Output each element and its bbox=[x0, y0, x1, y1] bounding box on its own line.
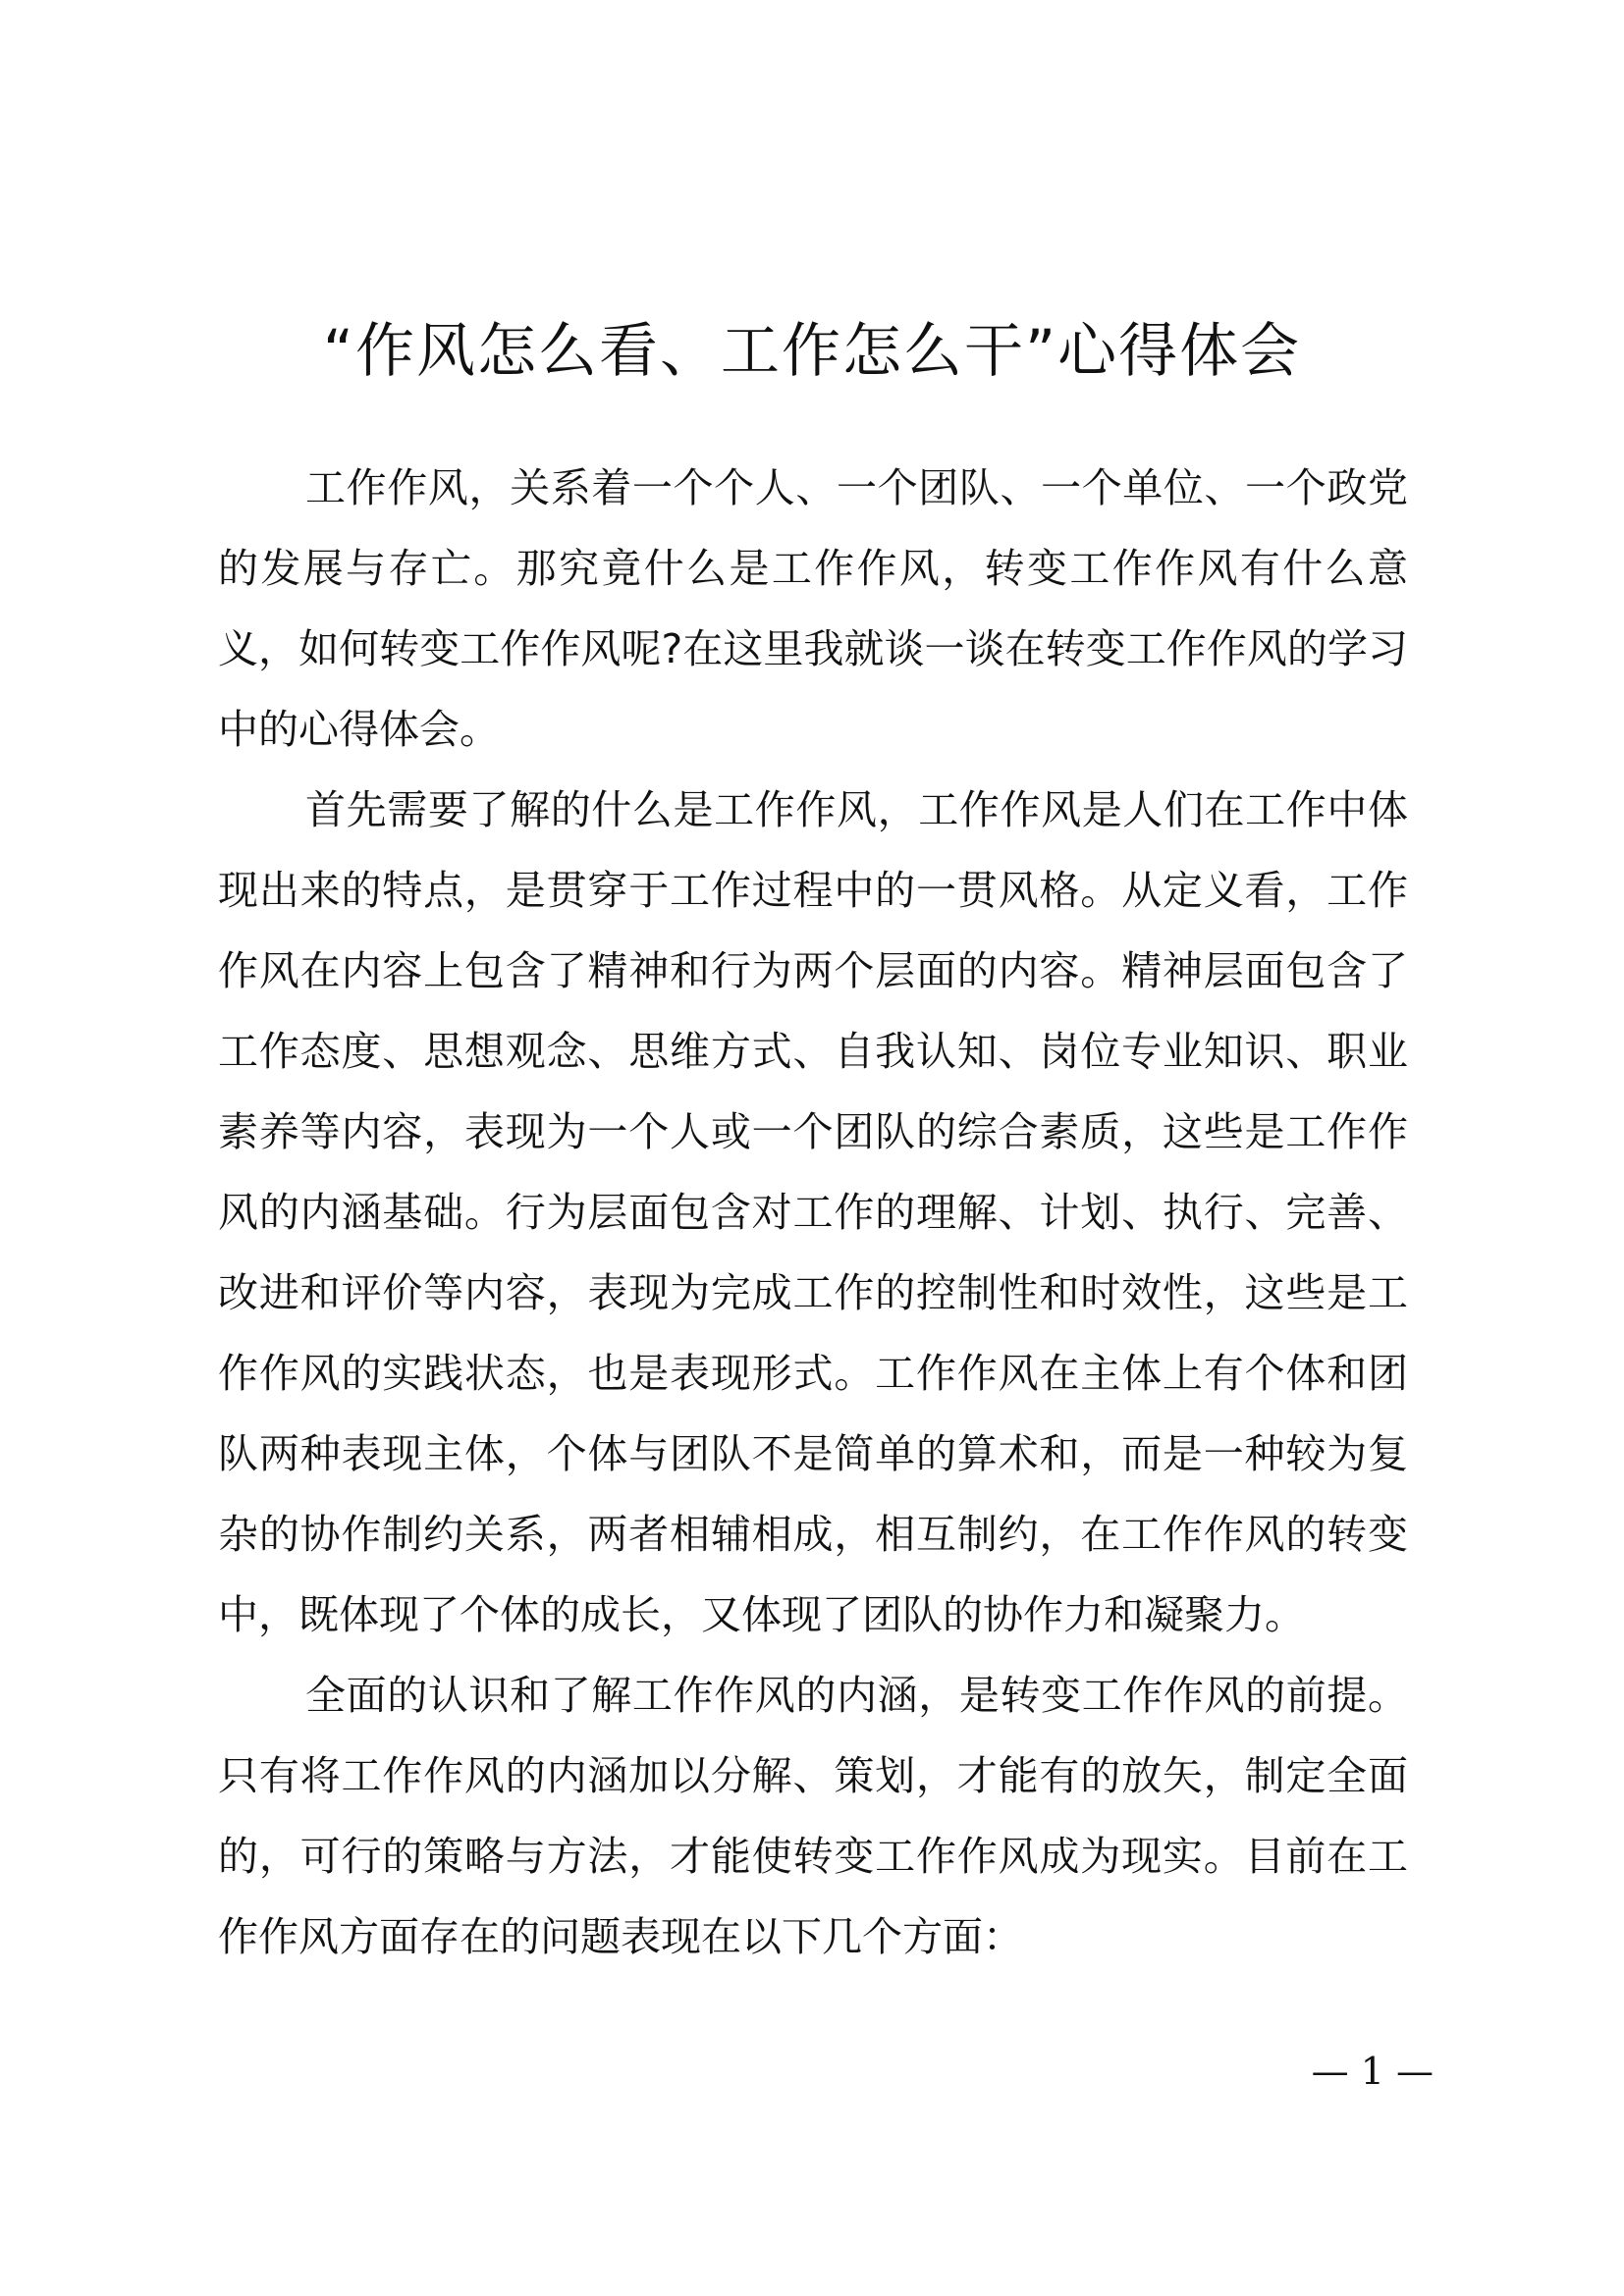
document-title: “作风怎么看、工作怎么干”心得体会 bbox=[322, 317, 1302, 386]
paragraph-1: 工作作风，关系着一个个人、一个团队、一个单位、一个政党的发展与存亡。那究竟什么是工作作风，转变工作作风有什么意义，如何转变工作作风呢?在这里我就谈一谈在转变工作作风的学习中的心得体会。 bbox=[218, 464, 1408, 753]
document-body bbox=[218, 448, 1408, 1977]
page-number: — 1 — bbox=[1311, 2050, 1434, 2093]
paragraph-3: 全面的认识和了解工作作风的内涵，是转变工作作风的前提。只有将工作作风的内涵加以分解、策划，才能有的放矢，制定全面的，可行的策略与方法，才能使转变工作作风成为现实。目前在工作作风方面存在的问题表现在以下几个方面： bbox=[218, 1672, 1408, 1960]
paragraph-2: 首先需要了解的什么是工作作风，工作作风是人们在工作中体现出来的特点，是贯穿于工作过程中的一贯风格。从定义看，工作作风在内容上包含了精神和行为两个层面的内容。精神层面包含了工作态度、思想观念、思维方式、自我认知、岗位专业知识、职业素养等内容，表现为一个人或一个团队的综合素质，这些是工作作风的内涵基础。行为层面包含对工作的理解、计划、执行、完善、改进和评价等内容，表现为完成工作的控制性和时效性，这些是工作作风的实践状态，也是表现形式。工作作风在主体上有个体和团队两种表现主体，个体与团队不是简单的算术和，而是一种较为复杂的协作制约关系，两者相辅相成，相互制约，在工作作风的转变中，既体现了个体的成长，又体现了团队的协作力和凝聚力。 bbox=[218, 786, 1408, 1638]
